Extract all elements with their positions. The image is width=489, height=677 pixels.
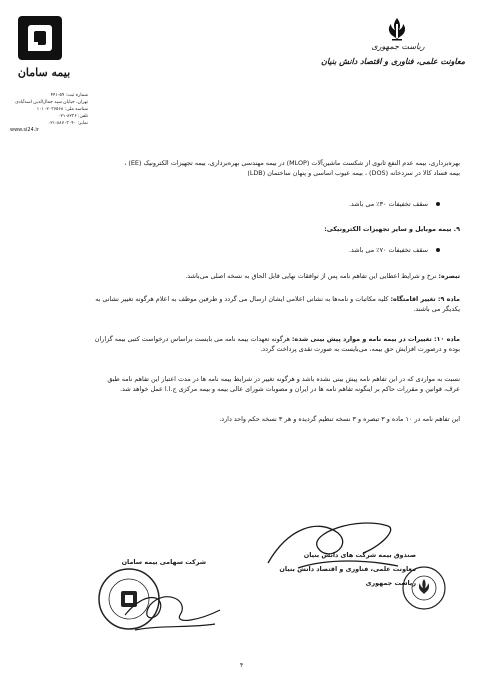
bullet-icon [436, 202, 440, 206]
page-number: ۴ [240, 662, 244, 669]
text-line: عرف، قوانین و مقررات حاکم بر اینگونه تفاهم نامه ها در ایران و مصوبات شورای عالی بیمه و بیمه مرکزی ج.ا.ا عمل خواهد شد. [119, 385, 460, 393]
bullet-icon [436, 248, 440, 252]
signature-block-left: شرکت سهامی بیمه سامان [121, 558, 206, 566]
bullet-discount-2 [30, 246, 440, 254]
text-line: بیمه فساد کالا در سردخانه (DOS) ، بیمه عیوب اساسی و پنهان ساختمان (LDB) [247, 169, 460, 177]
info-line: نمابر: ۸۸۷۰۳۰۴۰-۰۲۱ [47, 121, 88, 126]
signature-scribble-left-icon [120, 580, 230, 640]
governing-paragraph [30, 374, 460, 394]
article-9-label: ماده ۹: تغییر اقامتگاه: [390, 295, 460, 303]
signer-line: صندوق بیمه شرکت های دانش بنیان [303, 551, 416, 559]
bullet-discount-1 [30, 200, 440, 208]
info-line: شماره ثبت: ۵۹-۴۴۱ [50, 93, 88, 98]
signature-scribble-right-icon [258, 508, 408, 578]
closing-statement: این تفاهم نامه در ۱۰ ماده و ۳ تبصره و ۳ نسخه تنظیم گردیده و هر ۳ نسخه حکم واحد دارد. [219, 415, 460, 423]
company-info [10, 92, 88, 134]
header-presidency: ریاست جمهوری [371, 42, 425, 51]
article-9-text: کلیه مکاتبات و نامه‌ها به نشانی اعلامی ایشان ارسال می گردد و طرفین موظف به اعلام هرگونه تغییر نشانی به [95, 295, 391, 303]
website-link[interactable]: www.si24.ir [10, 127, 39, 133]
signer-line: معاونت علمی، فناوری و اقتصاد دانش بنیان [279, 565, 416, 573]
info-line: تهران، خیابان سید جمال‌الدین اسدآبادی [15, 100, 88, 105]
bullet-text: سقف تخفیفات ۷۰٪ می باشد. [348, 246, 428, 254]
info-line: شناسه ملی: ۱۰۱۰۲۰۳۷۵۶۸ [36, 107, 88, 112]
signer-line: ریاست جمهوری [365, 579, 416, 587]
article-9 [30, 294, 460, 314]
bullet-text: سقف تخفیفات ۳۰٪ می باشد. [348, 200, 428, 208]
note-paragraph [30, 271, 460, 281]
saman-logo-icon [16, 14, 64, 62]
header-vice-presidency: معاونت علمی، فناوری و اقتصاد دانش بنیان [320, 56, 466, 66]
brand-name: بیمه سامان [17, 66, 71, 79]
note-text: نرخ و شرایط اعطایی این تفاهم نامه پس از توافقات نهایی قابل الحاق به نسخه اصلی می‌باشد. [185, 272, 439, 280]
article-10-label: ماده ۱۰: تغییرات در بیمه نامه و موارد پیش بینی شده: [291, 335, 460, 343]
article-10 [30, 334, 460, 354]
note-label: تبصره: [438, 272, 460, 280]
article-10-text: هرگونه تعهدات بیمه نامه می بایست براساس درخواست کتبی بیمه گزاران [94, 335, 292, 343]
text-line: نسبت به مواردی که در این تفاهم نامه پیش بینی نشده باشد و هرگونه تغییر در شرایط بیمه نامه ها در مدت اعتبار این تفاهم نامه طبق [107, 375, 460, 383]
text-line: یکدیگر می باشند. [413, 305, 460, 313]
text-line: بهره‌برداری، بیمه عدم النفع ثانوی از شکست ماشین‌آلات (MLOP) در بیمه مهندسی بهره‌برداری، بیمه تجهیزات الکترونیک (EE) ، [124, 159, 460, 167]
info-line: تلفن: ۸۲۳۶-۰۲۱ [58, 114, 88, 119]
paragraph-insurance-types [30, 158, 460, 178]
item-9-heading: ۹. بیمه موبایل و سایر تجهیزات الکترونیکی: [324, 225, 460, 233]
iran-emblem-icon [384, 16, 410, 42]
text-line: بوده و درصورت افزایش حق بیمه، می‌بایست به صورت نقدی پرداخت گردد. [260, 345, 460, 353]
